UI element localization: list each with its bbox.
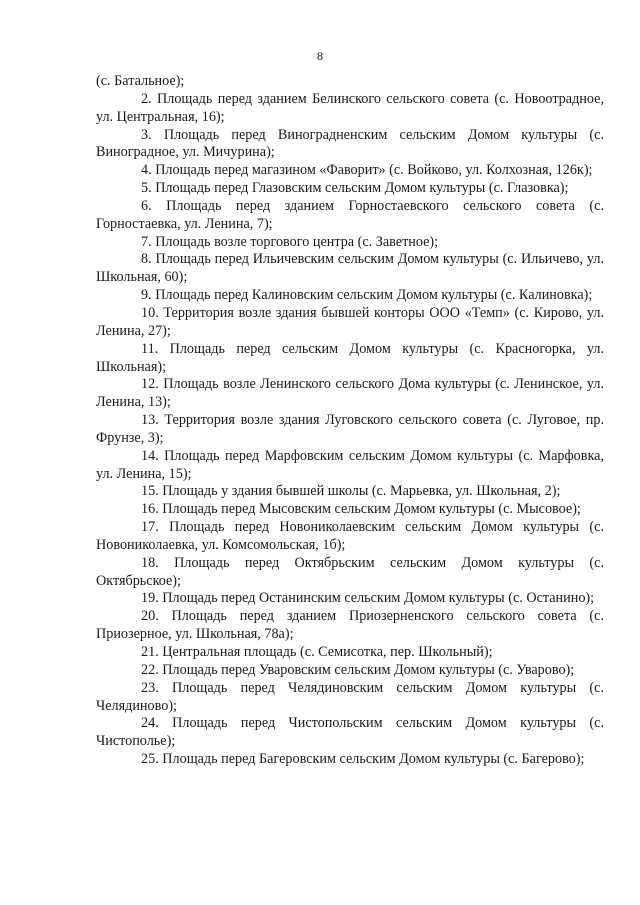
list-item-22: 22. Площадь перед Уваровским сельским Домом культуры (с. Уварово); bbox=[141, 661, 575, 678]
document-body bbox=[96, 73, 604, 769]
list-item-20: 20. Площадь перед зданием Приозерненского сельского совета (с. Приозерное, ул. Школьная, 78а); bbox=[96, 608, 604, 643]
list-item-6: 6. Площадь перед зданием Горностаевского сельского совета (с. Горностаевка, ул. Ленина, 7); bbox=[96, 197, 604, 232]
list-item-continuation: (с. Батальное); bbox=[96, 73, 185, 89]
list-item-11: 11. Площадь перед сельским Домом культуры (с. Красногорка, ул. Школьная); bbox=[96, 340, 604, 375]
list-item-18: 18. Площадь перед Октябрьским сельским Домом культуры (с. Октябрьское); bbox=[96, 554, 604, 589]
list-item-15: 15. Площадь у здания бывшей школы (с. Марьевка, ул. Школьная, 2); bbox=[141, 483, 561, 500]
list-item-5: 5. Площадь перед Глазовским сельским Домом культуры (с. Глазовка); bbox=[141, 180, 569, 197]
page-number: 8 bbox=[317, 49, 323, 63]
list-item-23: 23. Площадь перед Челядиновским сельским Домом культуры (с. Челядиново); bbox=[96, 679, 604, 714]
list-item-3: 3. Площадь перед Виноградненским сельским Домом культуры (с. Виноградное, ул. Мичурина); bbox=[96, 126, 604, 161]
list-item-12: 12. Площадь возле Ленинского сельского Дома культуры (с. Ленинское, ул. Ленина, 13); bbox=[96, 376, 604, 411]
list-item-13: 13. Территория возле здания Луговского сельского совета (с. Луговое, пр. Фрунзе, 3); bbox=[96, 412, 604, 446]
list-item-7: 7. Площадь возле торгового центра (с. Заветное); bbox=[141, 233, 439, 250]
list-item-16: 16. Площадь перед Мысовским сельским Домом культуры (с. Мысовое); bbox=[141, 501, 581, 518]
list-item-8: 8. Площадь перед Ильичевским сельским Домом культуры (с. Ильичево, ул. Школьная, 60); bbox=[96, 251, 604, 286]
list-item-4: 4. Площадь перед магазином «Фаворит» (с. Войково, ул. Колхозная, 126к); bbox=[141, 162, 593, 179]
list-item-24: 24. Площадь перед Чистопольским сельским Домом культуры (с. Чистополье); bbox=[96, 715, 604, 750]
list-item-21: 21. Центральная площадь (с. Семисотка, пер. Школьный); bbox=[141, 644, 493, 660]
list-item-19: 19. Площадь перед Останинским сельским Домом культуры (с. Останино); bbox=[141, 590, 595, 607]
list-item-17: 17. Площадь перед Новониколаевским сельским Домом культуры (с. Новониколаевка, ул. Комсомольская, 1б); bbox=[96, 519, 604, 553]
list-item-2: 2. Площадь перед зданием Белинского сельского совета (с. Новоотрадное, ул. Центральная, 16); bbox=[96, 90, 604, 125]
list-item-10: 10. Территория возле здания бывшей конторы ООО «Темп» (с. Кирово, ул. Ленина, 27); bbox=[96, 304, 604, 339]
list-item-9: 9. Площадь перед Калиновским сельским Домом культуры (с. Калиновка); bbox=[141, 287, 593, 304]
list-item-14: 14. Площадь перед Марфовским сельским Домом культуры (с. Марфовка, ул. Ленина, 15); bbox=[96, 447, 604, 482]
list-item-25: 25. Площадь перед Багеровским сельским Домом культуры (с. Багерово); bbox=[141, 751, 585, 768]
